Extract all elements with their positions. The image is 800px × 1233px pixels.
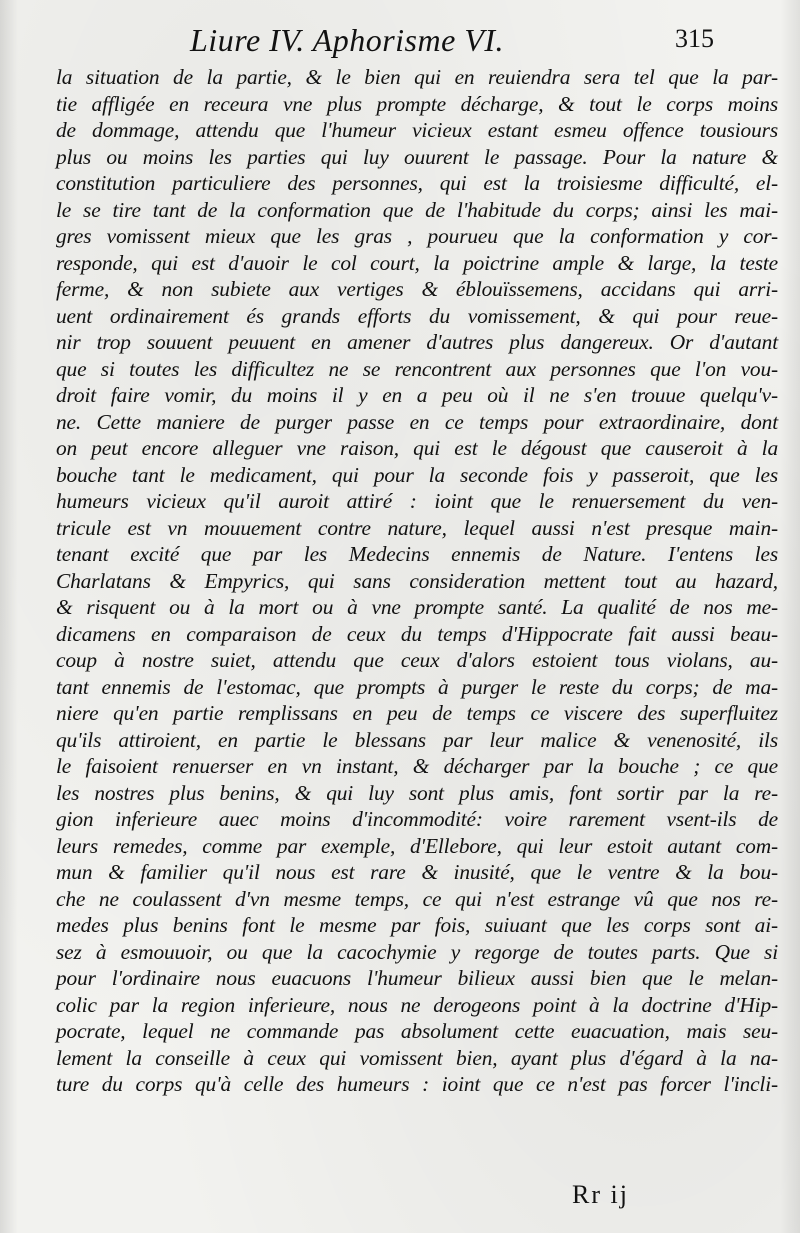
running-head xyxy=(190,22,750,62)
text-line: leurs remedes, comme par exemple, d'Ellebore, qui leur estoit autant com- xyxy=(56,833,778,858)
text-line: ferme, & non subiete aux vertiges & éblouïssemens, accidans qui arri- xyxy=(56,277,778,301)
text-line: colic par la region inferieure, nous ne derogeons point à la doctrine d'Hip- xyxy=(56,992,778,1017)
text-line: lement la conseille à ceux qui vomissent bien, ayant plus d'égard à la na- xyxy=(56,1045,778,1070)
text-line: que si toutes les difficultez ne se rencontrent aux personnes que l'on vou- xyxy=(56,356,778,381)
text-line: che ne coulassent d'vn mesme temps, ce qui n'est estrange vû que nos re- xyxy=(56,886,778,911)
text-line: tie affligée en receura vne plus prompte décharge, & tout le corps moins xyxy=(56,91,778,116)
text-line: tant ennemis de l'estomac, que prompts à purger le reste du corps; de ma- xyxy=(56,674,778,699)
text-line: plus ou moins les parties qui luy ouurent le passage. Pour la nature & xyxy=(56,144,778,169)
text-line: pocrate, lequel ne commande pas absolument cette euacuation, mais seu- xyxy=(56,1019,778,1043)
text-line: & risquent ou à la mort ou à vne prompte santé. La qualité de nos me- xyxy=(56,595,778,619)
text-line: on peut encore alleguer vne raison, qui est le dégoust que causeroit à la xyxy=(56,436,778,460)
page-number: 315 xyxy=(675,24,714,53)
text-line: ne. Cette maniere de purger passe en ce temps pour extraordinaire, dont xyxy=(56,409,778,434)
text-line: Charlatans & Empyrics, qui sans consideration mettent tout au hazard, xyxy=(56,568,778,593)
text-line: mun & familier qu'il nous est rare & inusité, que le ventre & la bou- xyxy=(56,860,778,884)
text-line: qu'ils attiroient, en partie le blessans par leur malice & venenosité, ils xyxy=(56,727,778,752)
text-line: pour l'ordinaire nous euacuons l'humeur bilieux aussi bien que le melan- xyxy=(56,966,778,990)
text-line: le faisoient renuerser en vn instant, & décharger par la bouche ; ce que xyxy=(56,754,778,778)
text-line: bouche tant le medicament, qui pour la seconde fois y passeroit, que les xyxy=(56,462,778,487)
signature-mark: Rr ij xyxy=(572,1180,629,1209)
text-line: tricule est vn mouuement contre nature, lequel aussi n'est presque main- xyxy=(56,515,778,540)
body-text xyxy=(56,64,778,1098)
text-line: dicamens en comparaison de ceux du temps d'Hippocrate fait aussi beau- xyxy=(56,621,778,646)
text-line: sez à esmouuoir, ou que la cacochymie y regorge de toutes parts. Que si xyxy=(56,939,778,964)
text-line: les nostres plus benins, & qui luy sont plus amis, font sortir par la re- xyxy=(56,780,778,805)
text-line: gion inferieure auec moins d'incommodité: voire rarement vsent-ils de xyxy=(56,807,778,831)
text-line: droit faire vomir, du moins il y en a peu où il ne s'en trouue quelqu'v- xyxy=(56,383,778,407)
text-line: la situation de la partie, & le bien qui en reuiendra sera tel que la par- xyxy=(56,65,778,89)
text-line: uent ordinairement és grands efforts du vomissement, & qui pour reue- xyxy=(56,303,778,328)
text-line: de dommage, attendu que l'humeur vicieux estant esmeu offence tousiours xyxy=(56,118,778,142)
text-line: coup à nostre suiet, attendu que ceux d'alors estoient tous violans, au- xyxy=(56,648,778,672)
text-line: tenant excité que par les Medecins ennemis de Nature. I'entens les xyxy=(56,542,778,566)
text-line: medes plus benins font le mesme par fois, suiuant que les corps sont ai- xyxy=(56,913,778,937)
text-line: humeurs vicieux qu'il auroit attiré : ioint que le renuersement du ven- xyxy=(56,489,778,513)
text-line: le se tire tant de la conformation que de l'habitude du corps; ainsi les mai- xyxy=(56,197,778,222)
text-line: nir trop souuent peuuent en amener d'autres plus dangereux. Or d'autant xyxy=(56,330,778,354)
text-line: responde, qui est d'auoir le col court, la poictrine ample & large, la teste xyxy=(56,250,778,275)
text-line: constitution particuliere des personnes, qui est la troisiesme difficulté, el- xyxy=(56,171,778,195)
running-title: Liure IV. Aphorisme VI. xyxy=(190,22,505,58)
text-line: ture du corps qu'à celle des humeurs : ioint que ce n'est pas forcer l'incli- xyxy=(56,1072,778,1096)
text-line: niere qu'en partie remplissans en peu de temps ce viscere des superfluitez xyxy=(56,701,778,725)
text-line: gres vomissent mieux que les gras , pourueu que la conformation y cor- xyxy=(56,224,778,248)
